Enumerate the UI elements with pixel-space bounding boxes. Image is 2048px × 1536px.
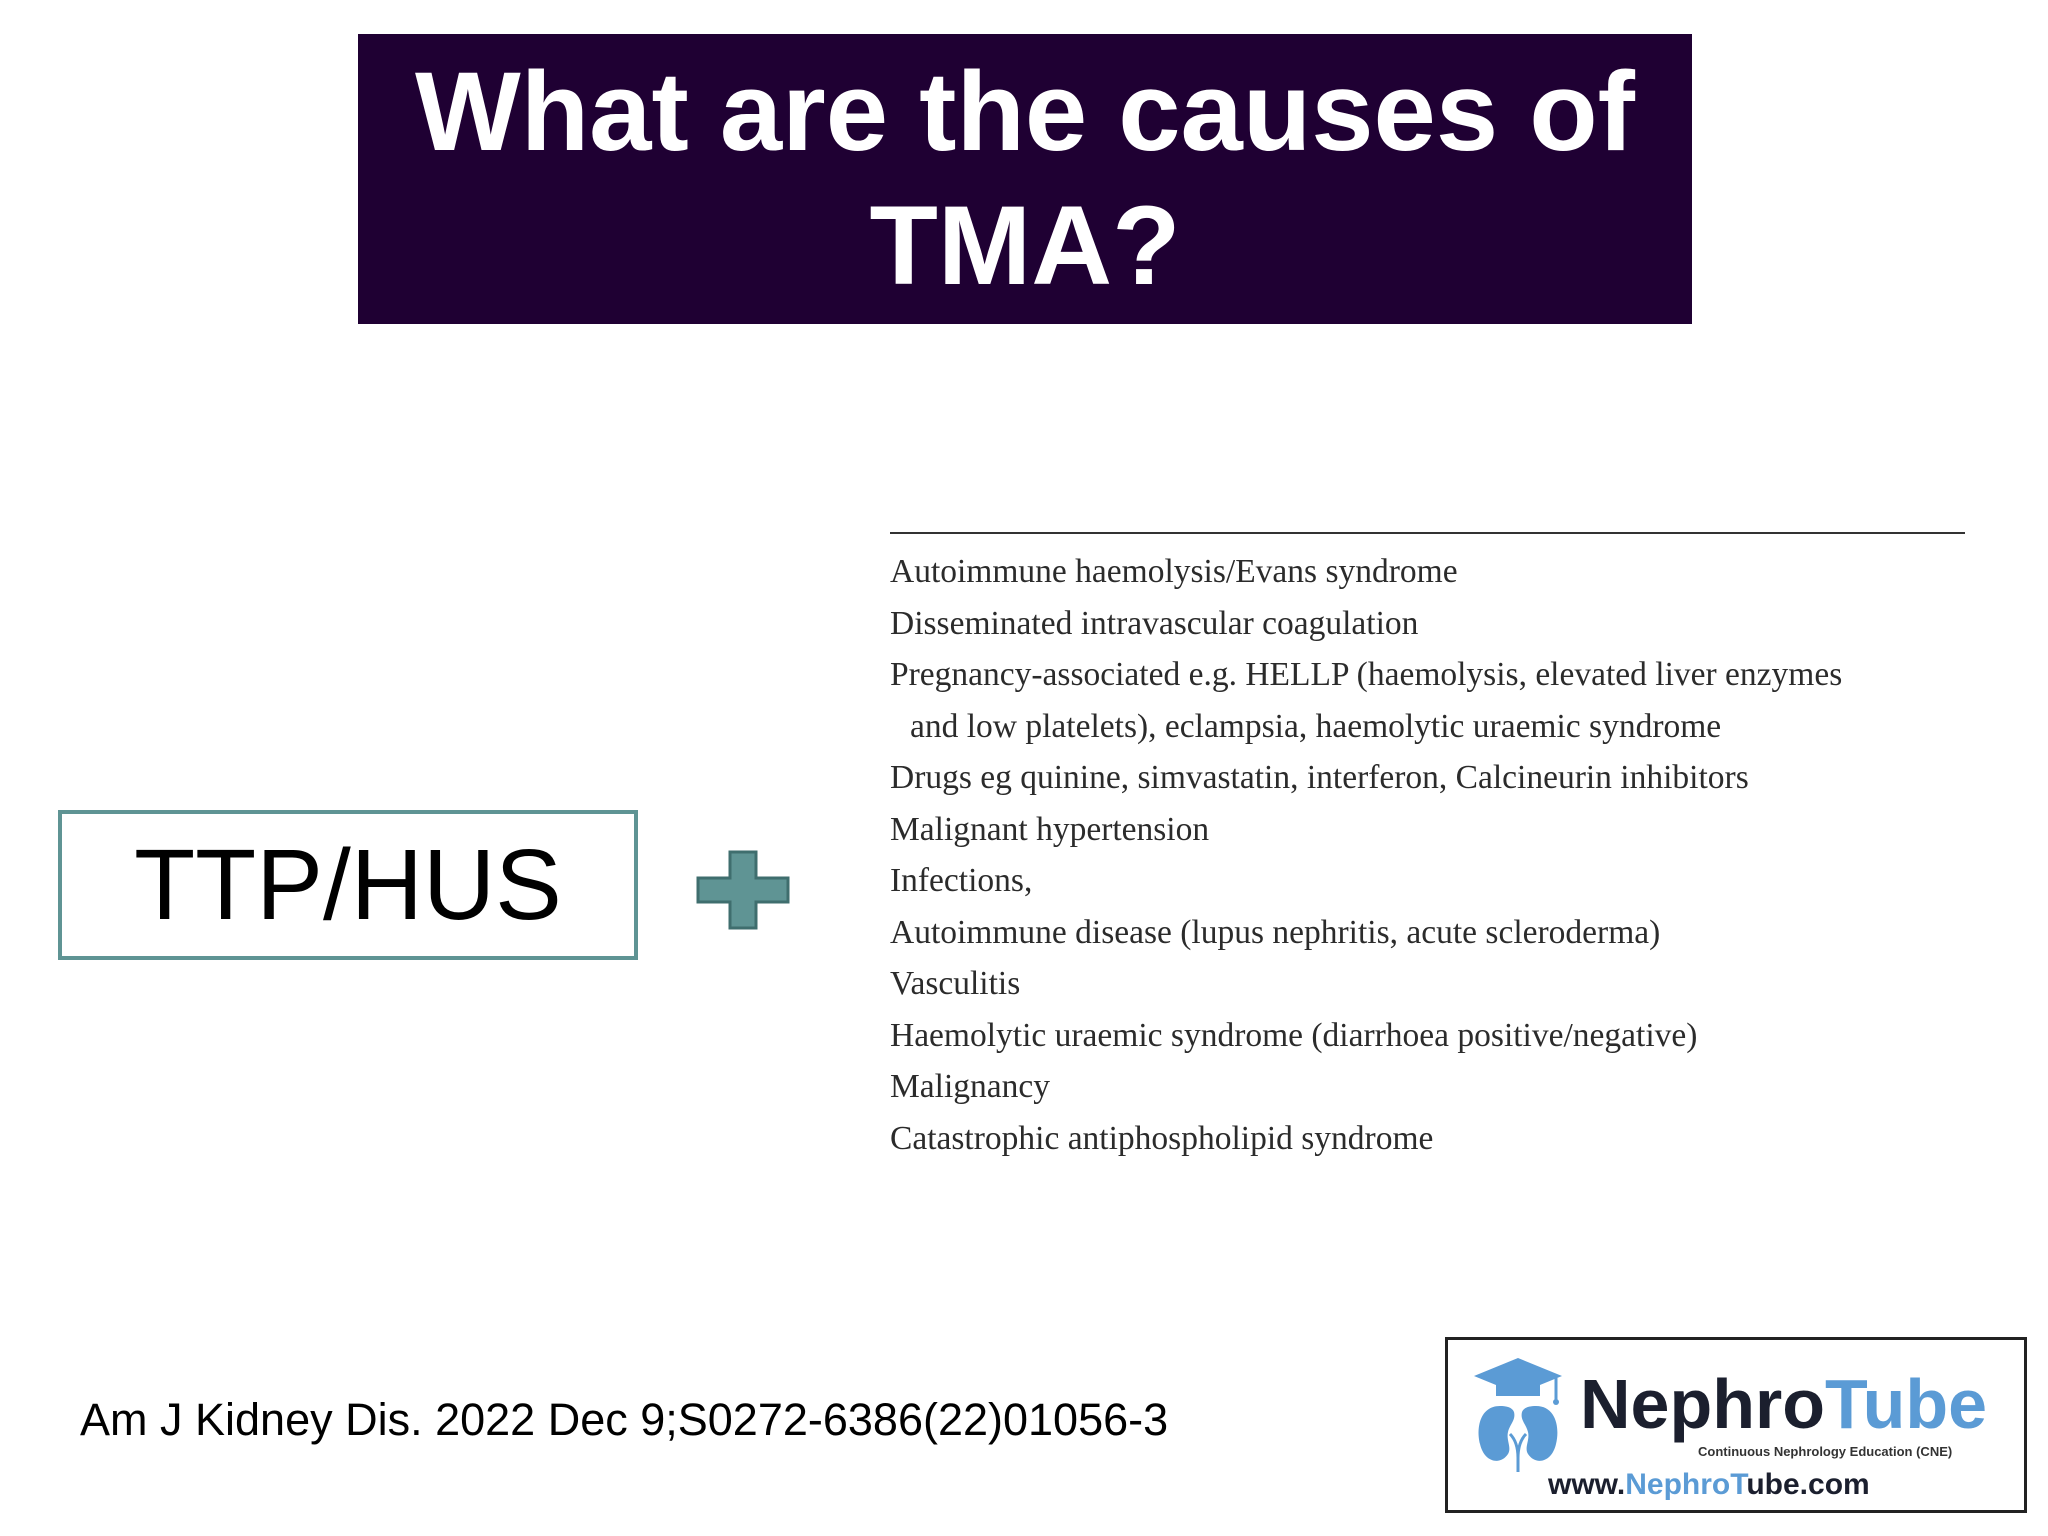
causes-list (890, 546, 1965, 1164)
plus-icon (696, 850, 790, 930)
title-line-1: What are the causes of (415, 49, 1635, 174)
ttp-hus-label: TTP/HUS (134, 828, 562, 941)
ttp-hus-box (58, 810, 638, 960)
list-item: Autoimmune haemolysis/Evans syndrome (890, 553, 1458, 590)
citation: Am J Kidney Dis. 2022 Dec 9;S0272-6386(22)01056-3 (80, 1394, 1169, 1445)
slide-title (380, 45, 1670, 313)
logo-tagline: Continuous Nephrology Education (CNE) (1698, 1444, 1953, 1459)
list-item: Pregnancy-associated e.g. HELLP (haemolysis, elevated liver enzymes (890, 656, 1843, 693)
list-item: Vasculitis (890, 965, 1021, 1002)
list-item: Haemolytic uraemic syndrome (diarrhoea positive/negative) (890, 1016, 1698, 1054)
title-line-2: TMA? (869, 183, 1181, 308)
list-item: Malignancy (890, 1068, 1051, 1105)
list-item: Autoimmune disease (lupus nephritis, acute scleroderma) (890, 913, 1661, 951)
logo-url: www.NephroTube.com (1548, 1468, 1870, 1501)
kidney-graduation-cap-icon (1470, 1354, 1566, 1474)
list-item: Malignant hypertension (890, 810, 1210, 848)
list-item: Disseminated intravascular coagulation (890, 604, 1419, 642)
list-item: Infections, (890, 862, 1033, 899)
causes-list-panel (890, 532, 1965, 1164)
list-item: Drugs eg quinine, simvastatin, interferon, Calcineurin inhibitors (890, 759, 1749, 796)
list-item: Catastrophic antiphospholipid syndrome (890, 1119, 1434, 1157)
list-item: and low platelets), eclampsia, haemolytic uraemic syndrome (910, 707, 1722, 745)
nephrotube-logo (1445, 1337, 2027, 1513)
table-top-rule (890, 532, 1965, 534)
logo-wordmark: NephroTube (1580, 1365, 1988, 1443)
title-banner (358, 34, 1692, 324)
